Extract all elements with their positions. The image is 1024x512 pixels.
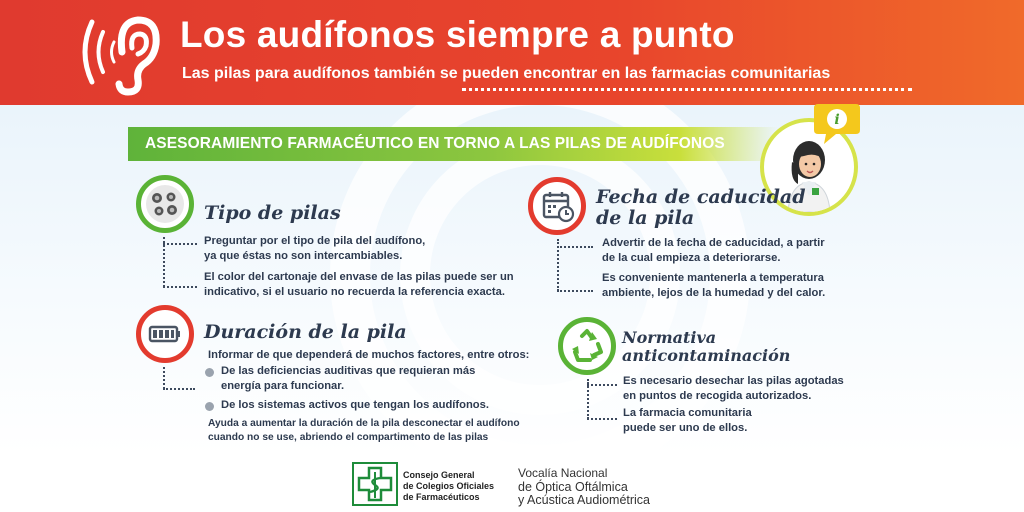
page-subtitle: Las pilas para audífonos también se pueden encontrar en las farmacias comunitarias <box>182 65 831 82</box>
text-line: en puntos de recogida autorizados. <box>623 390 812 402</box>
normativa-text-1 <box>623 374 844 404</box>
recycle-icon <box>563 322 611 370</box>
text-line: ambiente, lejos de la humedad y del calor. <box>602 287 826 299</box>
text-line: Consejo General <box>403 470 475 480</box>
text-line: cuando no se use, abriendo el compartimento de las pilas <box>208 432 489 443</box>
dotted-connector <box>557 246 593 248</box>
fecha-text-1 <box>602 236 825 266</box>
duracion-note <box>208 417 520 445</box>
vocalia-line-3: y Acústica Audiométrica <box>518 493 651 507</box>
dotted-connector <box>163 243 197 245</box>
text-line: ya que éstas no son intercambiables. <box>204 250 403 262</box>
normativa-heading <box>622 329 790 365</box>
battery-circle <box>136 305 194 363</box>
header-banner <box>0 0 1024 105</box>
info-icon <box>812 100 862 146</box>
dotted-connector <box>163 388 195 390</box>
text-line: puede ser uno de ellos. <box>623 422 748 434</box>
dotted-connector <box>163 367 165 389</box>
text-line: de Farmacéuticos <box>403 492 480 502</box>
text-line: El color del cartonaje del envase de las pilas puede ser un <box>204 271 514 283</box>
svg-text:i: i <box>834 112 840 128</box>
tipo-text-2 <box>204 270 514 300</box>
recycle-circle <box>558 317 616 375</box>
heading-line: Normativa <box>622 328 717 347</box>
text-line: Advertir de la fecha de caducidad, a partir <box>602 237 825 249</box>
section-banner <box>128 127 778 161</box>
duracion-heading: Duración de la pila <box>204 321 407 343</box>
text-line: La farmacia comunitaria <box>623 407 752 419</box>
footer <box>0 455 1024 512</box>
battery-pills-icon <box>141 180 189 228</box>
ear-icon <box>72 8 162 96</box>
normativa-text-2 <box>623 406 752 436</box>
text-line: Es necesario desechar las pilas agotadas <box>623 375 844 387</box>
fecha-text-2 <box>602 271 825 301</box>
text-line: energía para funcionar. <box>221 380 345 392</box>
calendar-circle <box>528 177 586 235</box>
tipo-text-1 <box>204 234 425 264</box>
calendar-clock-icon <box>533 182 581 230</box>
duracion-intro: Informar de que dependerá de muchos factores, entre otros: <box>208 349 530 361</box>
dotted-connector <box>163 286 197 288</box>
text-line: Es conveniente mantenerla a temperatura <box>602 272 824 284</box>
header-divider <box>462 88 912 91</box>
banner-label: ASESORAMIENTO FARMACÉUTICO EN TORNO A LAS PILAS DE AUDÍFONOS <box>145 135 725 152</box>
vocalia-line-1: Vocalía Nacional <box>518 466 608 480</box>
text-line: De las deficiencias auditivas que requieran más <box>221 365 476 377</box>
list-bullet <box>205 368 214 377</box>
dotted-connector <box>557 290 593 292</box>
text-line: Preguntar por el tipo de pila del audífono, <box>204 235 426 247</box>
dotted-connector <box>587 418 617 420</box>
cgcof-name <box>403 470 494 503</box>
text-line: Ayuda a aumentar la duración de la pila desconectar el audífono <box>208 418 520 429</box>
duracion-bullet-2: De los sistemas activos que tengan los audífonos. <box>221 399 489 411</box>
heading-line: de la pila <box>596 207 695 229</box>
page-title: Los audífonos siempre a punto <box>180 14 735 55</box>
tipo-heading: Tipo de pilas <box>204 202 341 224</box>
battery-icon <box>141 310 189 358</box>
text-line: indicativo, si el usuario no recuerda la referencia exacta. <box>204 286 505 298</box>
cgcof-logo <box>352 462 398 506</box>
text-line: de la cual empieza a deteriorarse. <box>602 252 781 264</box>
dotted-connector <box>587 384 617 386</box>
vocalia-line-2: de Óptica Oftálmica <box>518 480 628 494</box>
pills-circle <box>136 175 194 233</box>
fecha-heading <box>596 187 805 229</box>
text-line: de Colegios Oficiales <box>403 481 495 491</box>
duracion-bullet-1 <box>221 364 475 394</box>
list-bullet <box>205 402 214 411</box>
heading-line: Fecha de caducidad <box>596 186 806 208</box>
heading-line: anticontaminación <box>622 346 791 365</box>
